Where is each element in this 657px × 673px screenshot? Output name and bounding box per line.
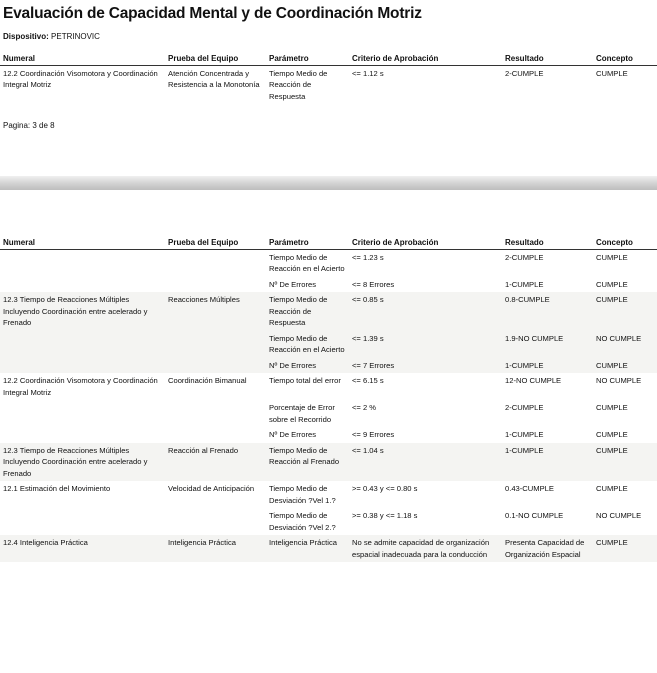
cell-parametro: Tiempo Medio de Reacción en el Acierto [266, 331, 349, 358]
results-table-page-2 [0, 237, 657, 562]
cell-numeral: 12.1 Estimación del Movimiento [3, 484, 111, 493]
results-table-page-1 [0, 53, 657, 104]
cell-numeral [0, 358, 165, 374]
cell-concepto: CUMPLE [596, 279, 628, 289]
cell-criterio: <= 6.15 s [352, 376, 384, 385]
device-line [3, 32, 100, 41]
cell-parametro: Nº De Errores [269, 279, 317, 289]
cell-criterio: <= 1.04 s [349, 443, 502, 482]
header-numeral: Numeral [0, 237, 165, 249]
pagination: Pagina: 3 de 8 [3, 121, 55, 130]
cell-resultado: 0.1-NO CUMPLE [505, 511, 564, 520]
header-numeral: Numeral [0, 53, 165, 65]
cell-concepto: CUMPLE [593, 535, 657, 562]
cell-criterio: <= 1.12 s [352, 68, 384, 78]
header-resultado: Resultado [502, 237, 593, 249]
cell-prueba [165, 249, 266, 277]
cell-prueba: Reacciones Múltiples [165, 292, 266, 331]
cell-parametro: Tiempo total del error [269, 376, 341, 385]
table-row [0, 277, 657, 293]
cell-prueba: Inteligencia Práctica [165, 535, 266, 562]
table-row [0, 443, 657, 482]
cell-resultado: Presenta Capacidad de Organización Espacial [502, 535, 593, 562]
header-parametro: Parámetro [266, 53, 349, 65]
cell-concepto: CUMPLE [593, 443, 657, 482]
cell-resultado: 1-CUMPLE [502, 358, 593, 374]
cell-resultado: 0.8-CUMPLE [502, 292, 593, 331]
cell-resultado: 1-CUMPLE [505, 279, 544, 289]
table-row [0, 508, 657, 535]
table-row [0, 481, 657, 508]
cell-parametro: Tiempo Medio de Reacción de Respuesta [266, 292, 349, 331]
table-row [0, 331, 657, 358]
cell-criterio: <= 0.85 s [349, 292, 502, 331]
cell-numeral: 12.2 Coordinación Visomotora y Coordinación Integral Motriz [3, 68, 158, 89]
cell-prueba [165, 508, 266, 535]
cell-numeral: 12.3 Tiempo de Reacciones Múltiples Incluyendo Coordinación entre acelerado y Frenado [0, 292, 165, 331]
cell-concepto: CUMPLE [596, 430, 628, 439]
cell-prueba: Atención Concentrada y Resistencia a la Monotonía [168, 68, 260, 89]
table-row [0, 373, 657, 400]
cell-numeral: 12.3 Tiempo de Reacciones Múltiples Incluyendo Coordinación entre acelerado y Frenado [0, 443, 165, 482]
header-resultado: Resultado [502, 53, 593, 65]
cell-criterio: >= 0.38 y <= 1.18 s [352, 511, 418, 520]
cell-concepto: CUMPLE [593, 292, 657, 331]
cell-resultado: 0.43-CUMPLE [505, 484, 554, 493]
header-concepto: Concepto [593, 237, 657, 249]
cell-parametro: Tiempo Medio de Desviación ?Vel 1.? [269, 484, 336, 505]
header-criterio: Criterio de Aprobación [349, 237, 502, 249]
cell-numeral [0, 508, 165, 535]
cell-resultado: 2-CUMPLE [505, 68, 544, 78]
cell-resultado: 2-CUMPLE [505, 252, 544, 262]
page-separator [0, 176, 657, 190]
cell-prueba [165, 358, 266, 374]
cell-concepto: CUMPLE [596, 68, 628, 78]
cell-concepto: CUMPLE [596, 403, 628, 412]
cell-resultado: 2-CUMPLE [505, 403, 544, 412]
cell-resultado: 1-CUMPLE [502, 443, 593, 482]
cell-criterio: No se admite capacidad de organización espacial inadecuada para la conducción [349, 535, 502, 562]
cell-prueba [165, 427, 266, 443]
table-row [0, 65, 657, 104]
cell-resultado: 12-NO CUMPLE [505, 376, 562, 385]
cell-criterio: <= 7 Errores [349, 358, 502, 374]
table-row [0, 427, 657, 443]
report-title: Evaluación de Capacidad Mental y de Coordinación Motriz [3, 5, 422, 22]
cell-concepto: NO CUMPLE [593, 331, 657, 358]
table-row [0, 292, 657, 331]
cell-numeral [0, 277, 165, 293]
cell-criterio: <= 1.23 s [352, 252, 384, 262]
table-row [0, 358, 657, 374]
cell-resultado: 1.9-NO CUMPLE [502, 331, 593, 358]
cell-criterio: >= 0.43 y <= 0.80 s [352, 484, 418, 493]
table-row [0, 400, 657, 427]
cell-parametro: Tiempo Medio de Reacción al Frenado [266, 443, 349, 482]
cell-prueba: Reacción al Frenado [165, 443, 266, 482]
cell-prueba [165, 277, 266, 293]
cell-numeral: 12.2 Coordinación Visomotora y Coordinación Integral Motriz [3, 376, 158, 397]
header-parametro: Parámetro [266, 237, 349, 249]
cell-prueba: Coordinación Bimanual [168, 376, 247, 385]
cell-resultado: 1-CUMPLE [505, 430, 544, 439]
cell-criterio: <= 2 % [352, 403, 377, 412]
cell-numeral [0, 249, 165, 277]
cell-concepto: NO CUMPLE [596, 511, 642, 520]
device-label: Dispositivo: [3, 32, 49, 41]
cell-prueba [165, 331, 266, 358]
header-criterio: Criterio de Aprobación [349, 53, 502, 65]
cell-prueba [165, 400, 266, 427]
header-prueba: Prueba del Equipo [165, 53, 266, 65]
cell-numeral [0, 331, 165, 358]
cell-parametro: Porcentaje de Error sobre el Recorrido [269, 403, 335, 424]
cell-parametro: Tiempo Medio de Desviación ?Vel 2.? [269, 511, 336, 532]
cell-parametro: Nº De Errores [269, 430, 317, 439]
cell-concepto: NO CUMPLE [596, 376, 642, 385]
header-prueba: Prueba del Equipo [165, 237, 266, 249]
device-value: PETRINOVIC [51, 32, 100, 41]
cell-prueba: Velocidad de Anticipación [168, 484, 255, 493]
cell-numeral [0, 400, 165, 427]
table-row [0, 249, 657, 277]
cell-concepto: CUMPLE [593, 358, 657, 374]
cell-numeral: 12.4 Inteligencia Práctica [0, 535, 165, 562]
cell-concepto: CUMPLE [596, 252, 628, 262]
cell-criterio: <= 8 Errores [352, 279, 395, 289]
cell-numeral [0, 427, 165, 443]
header-concepto: Concepto [593, 53, 657, 65]
cell-parametro: Nº De Errores [266, 358, 349, 374]
cell-parametro: Tiempo Medio de Reacción en el Acierto [269, 252, 345, 273]
cell-parametro: Inteligencia Práctica [266, 535, 349, 562]
cell-parametro: Tiempo Medio de Reacción de Respuesta [269, 68, 328, 101]
cell-concepto: CUMPLE [596, 484, 628, 493]
cell-criterio: <= 1.39 s [349, 331, 502, 358]
cell-criterio: <= 9 Errores [352, 430, 395, 439]
table-row [0, 535, 657, 562]
